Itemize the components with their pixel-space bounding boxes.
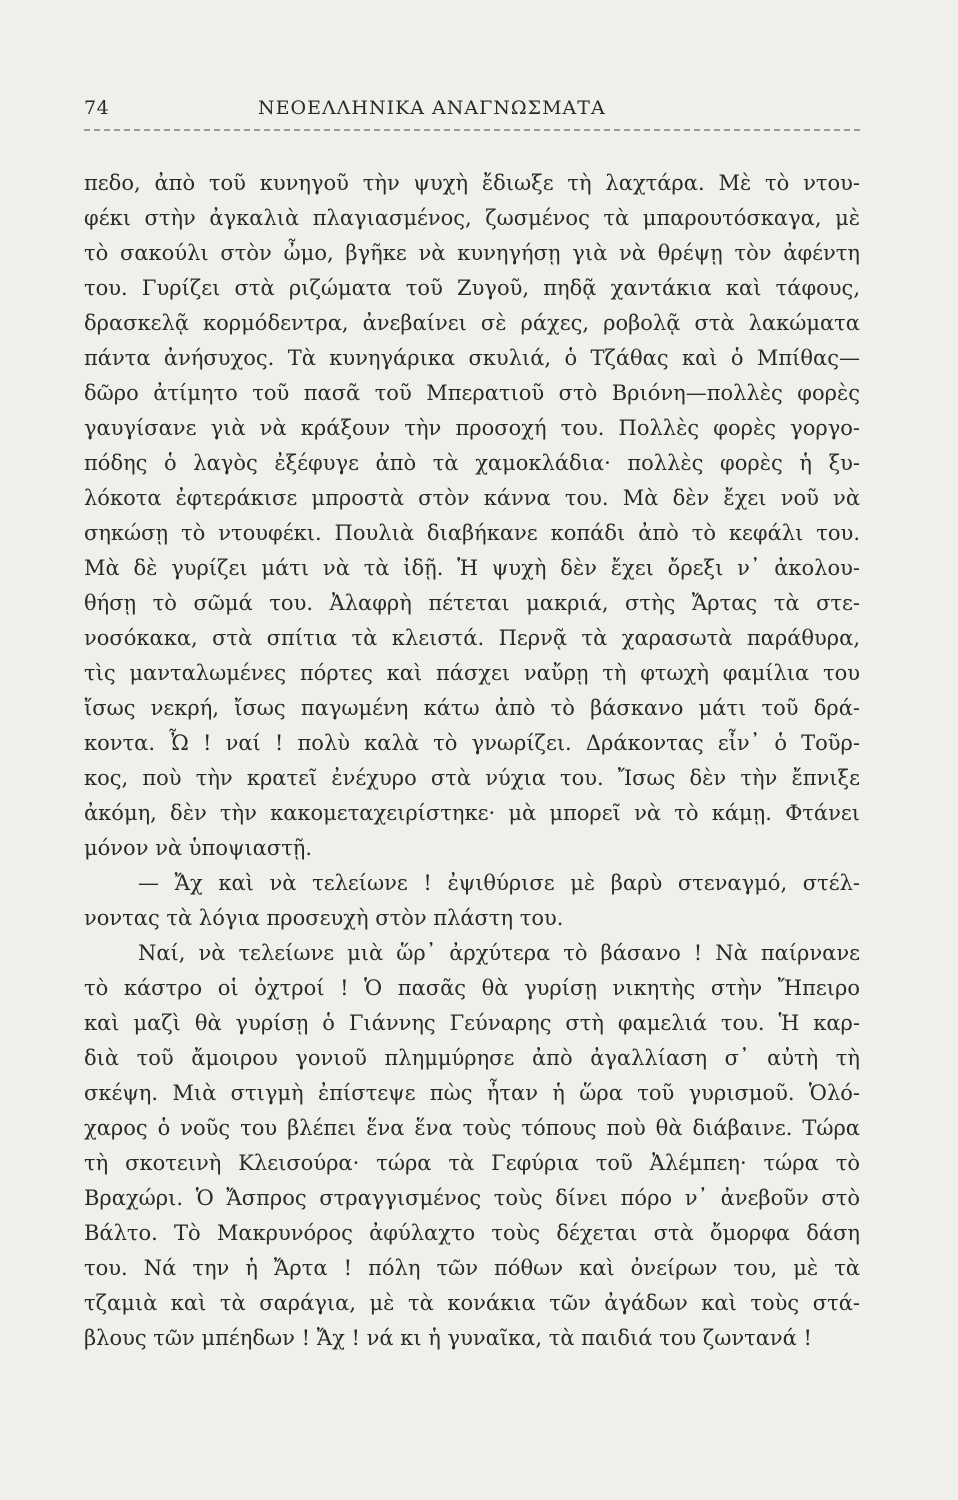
text-line: φέκι στὴν ἀγκαλιὰ πλαγιασμένος, ζωσμένος τὰ μπαρουτόσκαγα, μὲ <box>84 206 860 230</box>
text-line: Ναί, νὰ τελείωνε μιὰ ὥρ᾽ ἀρχύτερα τὸ βάσανο ! Νὰ παίρνανε <box>138 941 860 965</box>
text-line: σηκώσῃ τὸ ντουφέκι. Πουλιὰ διαβήκανε κοπάδι ἀπὸ τὸ κεφάλι του. <box>84 521 860 545</box>
text-line: τὸ κάστρο οἱ ὀχτροί ! Ὁ πασᾶς θὰ γυρίσῃ νικητὴς στὴν Ἤπειρο <box>84 976 860 1000</box>
text-line: του. Νά την ἡ Ἄρτα ! πόλη τῶν πόθων καὶ ὀνείρων του, μὲ τὰ <box>84 1256 860 1280</box>
text-line: λόκοτα ἐφτεράκισε μπροστὰ στὸν κάννα του. Μὰ δὲν ἔχει νοῦ νὰ <box>84 486 860 510</box>
text-line: νοντας τὰ λόγια προσευχὴ στὸν πλάστη του. <box>84 906 564 930</box>
text-line: Βραχώρι. Ὁ Ἄσπρος στραγγισμένος τοὺς δίνει πόρο ν᾽ ἀνεβοῦν στὸ <box>84 1186 860 1210</box>
body-text <box>84 166 860 1356</box>
text-line: πάντα ἀνήσυχος. Τὰ κυνηγάρικα σκυλιά, ὁ Τζάθας καὶ ὁ Μπίθας— <box>84 346 860 370</box>
text-line: διὰ τοῦ ἄμοιρου γονιοῦ πλημμύρησε ἀπὸ ἀγαλλίαση σ᾽ αὐτὴ τὴ <box>84 1046 860 1070</box>
text-line: ἀκόμη, δὲν τὴν κακομεταχειρίστηκε· μὰ μπορεῖ νὰ τὸ κάμῃ. Φτάνει <box>84 801 860 825</box>
text-line: ἴσως νεκρή, ἴσως παγωμένη κάτω ἀπὸ τὸ βάσκανο μάτι τοῦ δρά- <box>84 696 860 720</box>
text-line: πόδης ὁ λαγὸς ἐξέφυγε ἀπὸ τὰ χαμοκλάδια· πολλὲς φορὲς ἡ ξυ- <box>84 451 860 475</box>
text-line: θήσῃ τὸ σῶμά του. Ἀλαφρὴ πέτεται μακριά, στὴς Ἄρτας τὰ στε- <box>84 591 860 615</box>
text-line: βλους τῶν μπέηδων ! Ἄχ ! νά κι ἡ γυναῖκα, τὰ παιδιά του ζωντανά ! <box>84 1326 812 1350</box>
page-number: 74 <box>84 97 110 119</box>
text-line: πεδο, ἀπὸ τοῦ κυνηγοῦ τὴν ψυχὴ ἔδιωξε τὴ λαχτάρα. Μὲ τὸ ντου- <box>84 171 860 195</box>
text-line: τζαμιὰ καὶ τὰ σαράγια, μὲ τὰ κονάκια τῶν ἀγάδων καὶ τοὺς στά- <box>84 1291 860 1315</box>
text-line: δρασκελᾷ κορμόδεντρα, ἀνεβαίνει σὲ ράχες, ροβολᾷ στὰ λακώματα <box>84 311 860 335</box>
text-line: καὶ μαζὶ θὰ γυρίσῃ ὁ Γιάννης Γεύναρης στὴ φαμελιά του. Ἡ καρ- <box>84 1011 860 1035</box>
text-line: — Ἄχ καὶ νὰ τελείωνε ! ἐψιθύρισε μὲ βαρὺ στεναγμό, στέλ- <box>138 871 860 895</box>
text-line: νοσόκακα, στὰ σπίτια τὰ κλειστά. Περνᾷ τὰ χαρασωτὰ παράθυρα, <box>84 626 860 650</box>
text-line: κος, ποὺ τὴν κρατεῖ ἐνέχυρο στὰ νύχια του. Ἴσως δὲν τὴν ἔπνιξε <box>84 766 860 790</box>
text-line: γαυγίσανε γιὰ νὰ κράξουν τὴν προσοχή του. Πολλὲς φορὲς γοργο- <box>84 416 860 440</box>
text-line: Βάλτο. Τὸ Μακρυνόρος ἀφύλαχτο τοὺς δέχεται στὰ ὄμορφα δάση <box>84 1221 860 1245</box>
text-line: μόνον νὰ ὑποψιαστῇ. <box>84 836 313 860</box>
text-line: χαρος ὁ νοῦς του βλέπει ἕνα ἕνα τοὺς τόπους ποὺ θὰ διάβαινε. Τώρα <box>84 1116 860 1140</box>
header-divider <box>84 129 860 131</box>
text-line: τὸ σακούλι στὸν ὦμο, βγῆκε νὰ κυνηγήσῃ γιὰ νὰ θρέψῃ τὸν ἀφέντη <box>84 241 860 265</box>
text-line: δῶρο ἀτίμητο τοῦ πασᾶ τοῦ Μπερατιοῦ στὸ Βριόνη—πολλὲς φορὲς <box>84 381 860 405</box>
text-line: Μὰ δὲ γυρίζει μάτι νὰ τὰ ἰδῇ. Ἡ ψυχὴ δὲν ἔχει ὄρεξι ν᾽ ἀκολου- <box>84 556 860 580</box>
text-line: του. Γυρίζει στὰ ριζώματα τοῦ Ζυγοῦ, πηδᾷ χαντάκια καὶ τάφους, <box>84 276 860 300</box>
text-line: κοντα. Ὦ ! ναί ! πολὺ καλὰ τὸ γνωρίζει. Δράκοντας εἶν᾽ ὁ Τοῦρ- <box>84 731 860 755</box>
text-line: τὶς μανταλωμένες πόρτες καὶ πάσχει ναὔρῃ τὴ φτωχὴ φαμίλια του <box>84 661 860 685</box>
text-line: σκέψη. Μιὰ στιγμὴ ἐπίστεψε πὼς ἦταν ἡ ὥρα τοῦ γυρισμοῦ. Ὁλό- <box>84 1081 860 1105</box>
text-line: τὴ σκοτεινὴ Κλεισούρα· τώρα τὰ Γεφύρια τοῦ Ἀλέμπεη· τώρα τὸ <box>84 1151 860 1175</box>
running-title: ΝΕΟΕΛΛΗΝΙΚΑ ΑΝΑΓΝΩΣΜΑΤΑ <box>258 97 606 119</box>
